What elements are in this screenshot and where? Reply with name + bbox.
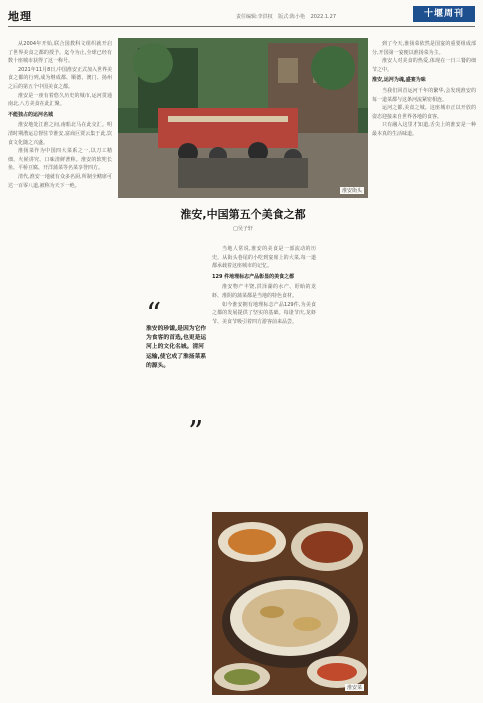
close-quote-icon: ”: [188, 415, 204, 450]
paragraph: 到了今天,淮扬菜依然是国宴的重要组成部分,开国第一宴便以淮扬菜为主。: [372, 41, 476, 56]
article-byline: □吴子轩: [233, 226, 253, 232]
paragraph: 当地人常说,淮安的美食是一部流动的历史。从街头巷尾的小吃到宴席上的大菜,每一道都承载着这座城市的记忆。: [212, 246, 316, 270]
pull-quote: 淮安的珍馐,是因为它作为食客的首选,也更是运河上的文化名城。清河运输,使它成了淮扬菜系的源头。: [146, 326, 207, 369]
open-quote-icon: “: [146, 297, 162, 332]
paragraph: 淮安物产丰饶,洪泽湖的水产、盱眙的龙虾、淮阴的蒲菜都是当地的特色食材。: [212, 284, 316, 299]
photo-caption: 淮安街头: [341, 188, 362, 194]
paragraph: 从2004年开始,联合国教科文组织就开启了世界美食之都的授予。迄今为止,全球已经有数十座城市获得了这一称号。: [8, 41, 112, 65]
header-rule: [8, 26, 475, 27]
editor-meta: [236, 13, 340, 20]
meta-editor: 责任编辑:李洪权: [236, 14, 273, 20]
dishes-image: [212, 512, 368, 695]
subheading: 不能独占的运河名城: [8, 111, 54, 118]
meta-layout: 版式:陈小艳: [278, 14, 305, 20]
dishes-photo: [212, 512, 368, 695]
street-scene-image: [118, 38, 368, 198]
meta-date: 2022.1.27: [310, 14, 337, 20]
paragraph: 清代,淮安一地就有众多名厨,所制全鳝席可达一百零八道,被称为天下一绝。: [8, 173, 112, 189]
paragraph: 如今淮安拥有地理标志产品129件,为美食之都的发展提供了坚实的基础。每逢节庆,龙虾节、美食节吸引着四方游客前来品尝。: [212, 301, 316, 325]
section-title: 地理: [8, 10, 32, 23]
article-title: 淮安,中国第五个美食之都: [180, 208, 306, 221]
paragraph: 当我们回首运河千年的繁华,会发现淮安的每一道菜都与这条河流紧密相连。: [372, 87, 476, 103]
subheading: 129 件地理标志产品彰显的美食之都: [212, 273, 295, 280]
paragraph: 淮安地处江淮之间,南船北马在此交汇。明清时期漕运总督驻节淮安,富商巨贾云集于此,饮食文化随之兴盛。: [8, 122, 112, 146]
subheading: 淮安,运河为魂,盛宴为味: [372, 77, 426, 84]
newspaper-brand: 十堰周刊: [413, 6, 475, 22]
paragraph: 2021年11月8日,中国淮安正式加入世界美食之都的行列,成为继成都、顺德、澳门、扬州之后的第五个中国美食之都。: [8, 66, 112, 90]
column-1: [8, 40, 112, 695]
paragraph: 淮安人对美食的热爱,体现在一日三餐的细节之中。: [372, 58, 476, 73]
page-header: [0, 0, 483, 30]
paragraph: 淮扬菜作为中国四大菜系之一,以刀工精细、火候讲究、口味清鲜著称。淮安的软兜长鱼、平桥豆腐、开洋蒲菜等名菜享誉四方。: [8, 148, 112, 172]
photo-caption: 淮安菜: [346, 685, 362, 691]
paragraph: 运河之都,美食之城。这座城市正以开放的姿态迎接来自世界各地的食客。: [372, 105, 476, 120]
paragraph: 只有融入这里才知道,舌尖上的淮安是一种最本真的生活味道。: [372, 122, 476, 137]
column-2: [212, 245, 316, 507]
street-scene-photo: [118, 38, 368, 198]
paragraph: 淮安是一座有着悠久历史的城市,运河贯通南北,八方美食在此汇聚。: [8, 92, 112, 108]
column-3: [372, 40, 476, 695]
